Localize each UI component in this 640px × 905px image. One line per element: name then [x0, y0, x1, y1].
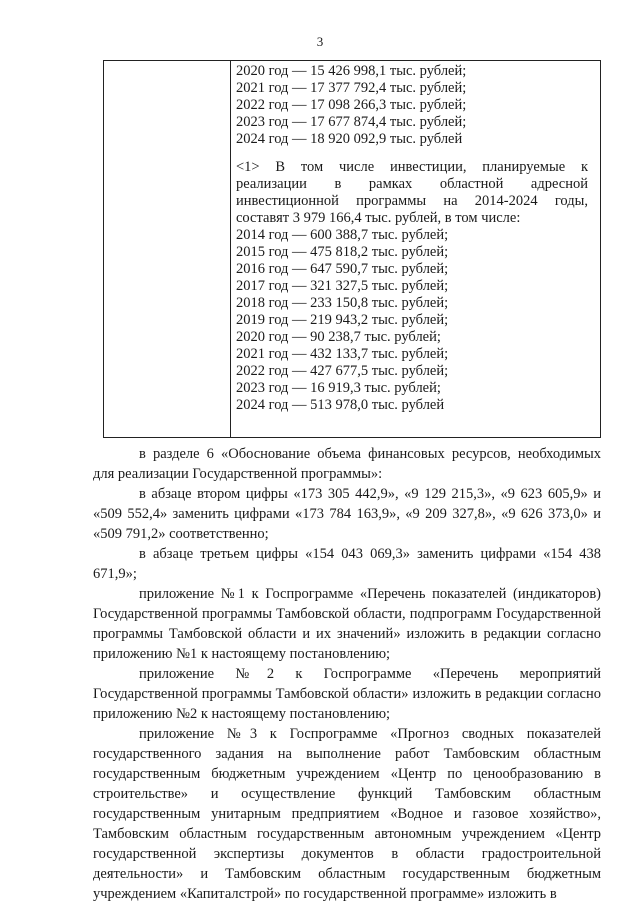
- investment-2020: 2020 год — 90 238,7 тыс. рублей;: [236, 329, 441, 345]
- paragraph-third-abzats: в абзаце третьем цифры «154 043 069,3» заменить цифрами «154 438 671,9»;: [93, 546, 601, 582]
- investment-2015: 2015 год — 475 818,2 тыс. рублей;: [236, 244, 449, 260]
- note-line-1: <1> В том числе инвестиции, планируемые к: [236, 159, 588, 175]
- paragraph-second-abzats: в абзаце втором цифры «173 305 442,9», «9 129 215,3», «9 623 605,9» и «509 552,4» заменить цифрами «173 784 163,9», «9 209 327,8», «9 626 373,0» и «509 791,2» соответственно;: [93, 486, 601, 542]
- page-number: 3: [316, 34, 324, 49]
- total-2020: 2020 год — 15 426 998,1 тыс. рублей;: [236, 63, 467, 79]
- total-2024: 2024 год — 18 920 092,9 тыс. рублей: [236, 131, 463, 147]
- paragraph-appendix-3: приложение №3 к Госпрограмме «Прогноз сводных показателей государственного задания на выполнение работ Тамбовским областным государственным бюджетным учреждением «Центр по ценообразованию в строительстве» и осуществление функций Тамбовским областным государственным унитарным предприятием «Водное и газовое хозяйство», Тамбовским областным государственным автономным учреждением «Центр государственной экспертизы документов в области градостроительной деятельности» и Тамбовским областным государственным бюджетным учреждением «Капиталстрой» по государственной программе» изложить в: [93, 726, 601, 902]
- investment-2017: 2017 год — 321 327,5 тыс. рублей;: [236, 278, 449, 294]
- funding-table: [103, 60, 601, 438]
- investment-2022: 2022 год — 427 677,5 тыс. рублей;: [236, 363, 449, 379]
- investment-2021: 2021 год — 432 133,7 тыс. рублей;: [236, 346, 449, 362]
- investment-2019: 2019 год — 219 943,2 тыс. рублей;: [236, 312, 449, 328]
- column-divider: [230, 61, 231, 437]
- paragraph-appendix-2: приложение №2 к Госпрограмме «Перечень мероприятий Государственной программы Тамбовской области» изложить в редакции согласно приложению №2 к настоящему постановлению;: [93, 666, 601, 722]
- note-line-4: составят 3 979 166,4 тыс. рублей, в том числе:: [236, 210, 521, 226]
- paragraph-appendix-1: приложение №1 к Госпрограмме «Перечень показателей (индикаторов) Государственной программы Тамбовской области, подпрограмм Государственной программы Тамбовской области и их значений» изложить в редакции согласно приложению №1 к настоящему постановлению;: [93, 586, 601, 662]
- total-2023: 2023 год — 17 677 874,4 тыс. рублей;: [236, 114, 467, 130]
- amendment-text: [93, 444, 601, 904]
- paragraph-section-6: в разделе 6 «Обоснование объема финансовых ресурсов, необходимых для реализации Государственной программы»:: [93, 446, 601, 482]
- investment-2014: 2014 год — 600 388,7 тыс. рублей;: [236, 227, 449, 243]
- investment-2018: 2018 год — 233 150,8 тыс. рублей;: [236, 295, 449, 311]
- funding-cell: [236, 63, 588, 414]
- note-line-3: инвестиционной программы на 2014-2024 годы,: [236, 193, 588, 209]
- total-2022: 2022 год — 17 098 266,3 тыс. рублей;: [236, 97, 467, 113]
- total-2021: 2021 год — 17 377 792,4 тыс. рублей;: [236, 80, 467, 96]
- investment-2024: 2024 год — 513 978,0 тыс. рублей: [236, 397, 445, 413]
- investment-2016: 2016 год — 647 590,7 тыс. рублей;: [236, 261, 449, 277]
- investment-2023: 2023 год — 16 919,3 тыс. рублей;: [236, 380, 441, 396]
- note-line-2: реализации в рамках областной адресной: [236, 176, 588, 192]
